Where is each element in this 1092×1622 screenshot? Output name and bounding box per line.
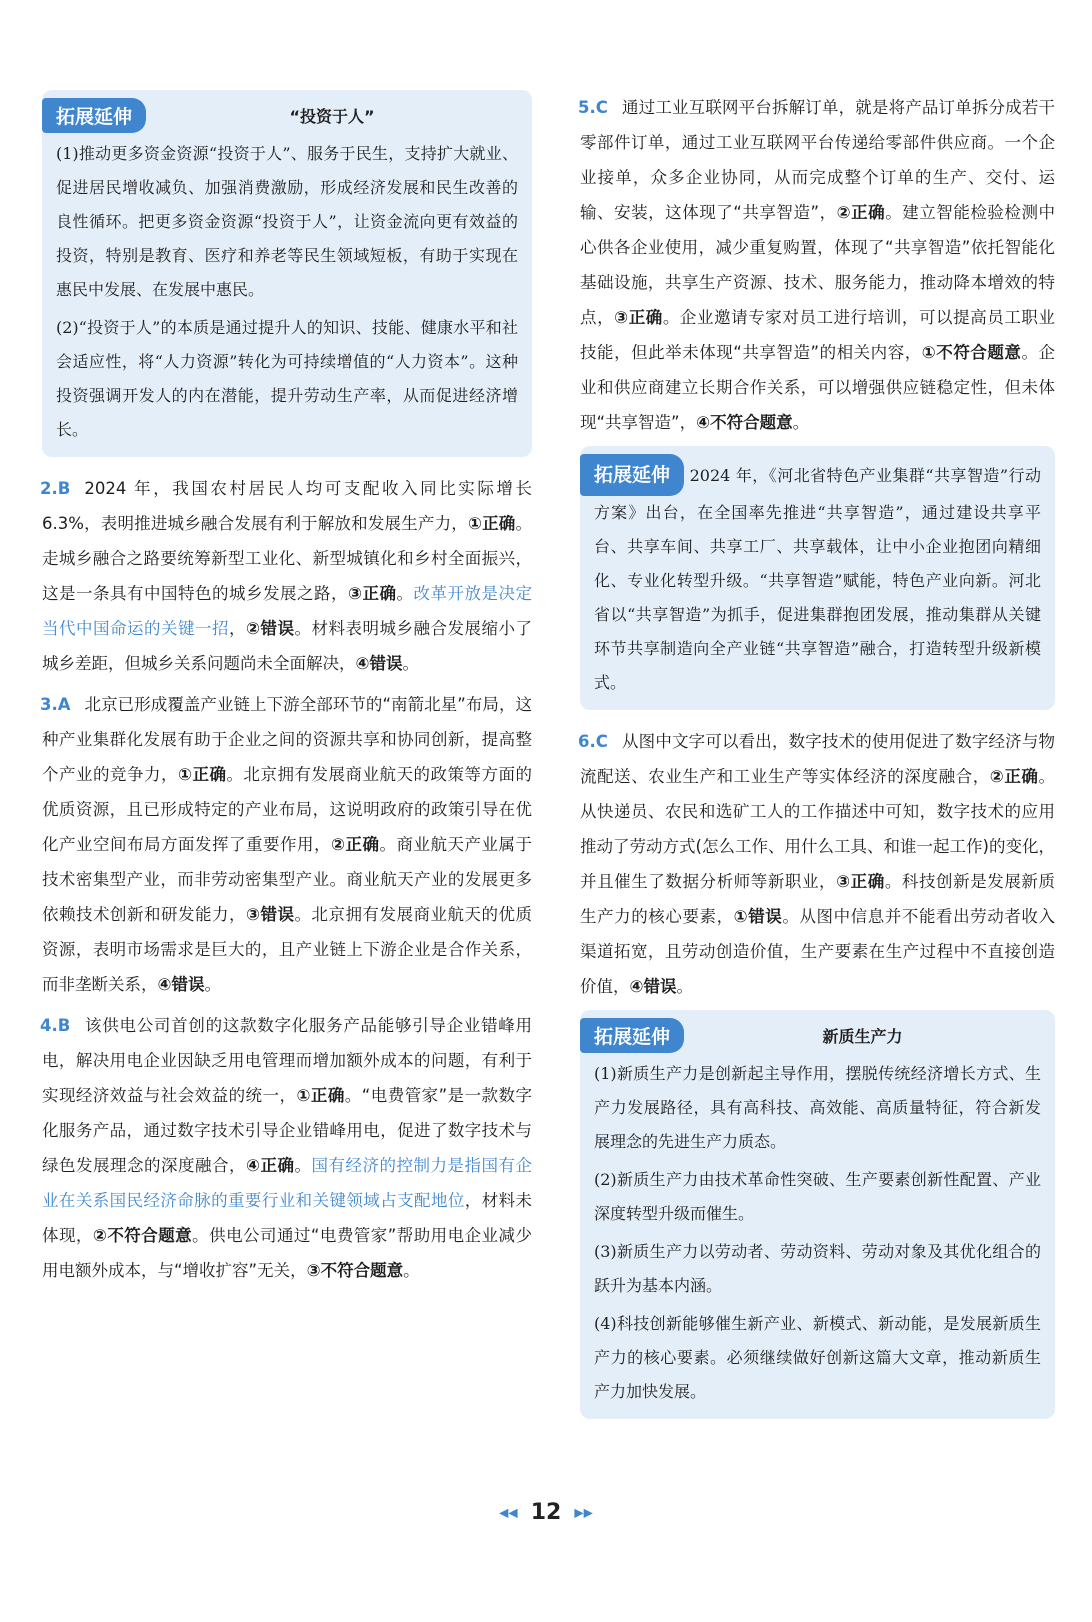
verdict: ④错误 [629, 977, 677, 996]
box-paragraph: (2)新质生产力由技术革命性突破、生产要素创新性配置、产业深度转型升级而催生。 [594, 1170, 1041, 1223]
extension-tag: 拓展延伸 [42, 98, 146, 133]
right-column [580, 90, 1055, 1433]
extension-tag: 拓展延伸 [580, 454, 684, 496]
extension-box-new-quality-productivity [580, 1010, 1055, 1419]
box-paragraph: (3)新质生产力以劳动者、劳动资料、劳动对象及其优化组合的跃升为基本内涵。 [594, 1242, 1041, 1295]
box-paragraph: (4)科技创新能够催生新产业、新模式、新动能，是发展新质生产力的核心要素。必须继续做好创新这篇大文章，推动新质生产力加快发展。 [594, 1314, 1041, 1401]
box-paragraph: 2024 年，《河北省特色产业集群“共享智造”行动方案》出台，在全国率先推进“共享智造”，通过建设共享平台、共享车间、共享工厂、共享载体，让中小企业抱团向精细化、专业化转型升级。“共享智造”赋能，特色产业向新。河北省以“共享智造”为抓手，促进集群抱团发展，推动集群从关键环节共享制造向全产业链“共享智造”融合，打造转型升级新模式。 [594, 466, 1041, 692]
question-number: 4.B [40, 1016, 71, 1035]
highlight-text: 改革开放是决定当代中国命运的关键一招 [42, 584, 533, 638]
next-page-icon[interactable]: ▶▶ [574, 1505, 593, 1520]
extension-box-shared-manufacturing [580, 446, 1055, 710]
question-number: 2.B [40, 479, 71, 498]
verdict: ②不符合题意 [92, 1226, 193, 1245]
verdict: ①不符合题意 [921, 343, 1022, 362]
left-column [42, 90, 532, 1294]
box-paragraph: (2)“投资于人”的本质是通过提升人的知识、技能、健康水平和社会适应性，将“人力资源”转化为可持续增值的“人力资本”。这种投资强调开发人的内在潜能，提升劳动生产率，从而促进经济增长。 [56, 318, 518, 439]
extension-tag: 拓展延伸 [580, 1018, 684, 1053]
previous-page-icon[interactable]: ◀◀ [499, 1505, 518, 1520]
box-header [56, 98, 518, 133]
extension-box-investing-in-people [42, 90, 532, 457]
question-number: 3.A [40, 695, 71, 714]
verdict: ③正确 [614, 308, 663, 327]
answer-4: 4.B 该供电公司首创的这款数字化服务产品能够引导企业错峰用电，解决用电企业因缺乏用电管理而增加额外成本的问题，有利于实现经济效益与社会效益的统一，①正确。“电费管家”是一款数字化服务产品，通过数字技术引导企业错峰用电，促进了数字技术与绿色发展理念的深度融合，④正确。国有经济的控制力是指国有企业在关系国民经济命脉的重要行业和关键领域占支配地位，材料未体现，②不符合题意。供电公司通过“电费管家”帮助用电企业减少用电额外成本，与“增收扩容”无关，③不符合题意。 [40, 1016, 533, 1280]
highlight-text: 国有经济的控制力是指国有企业在关系国民经济命脉的重要行业和关键领域占支配地位 [42, 1156, 533, 1210]
verdict: ①正确 [296, 1086, 345, 1105]
verdict: ③正确 [836, 872, 885, 891]
verdict: ②正确 [836, 203, 886, 222]
verdict: ③正确 [348, 584, 397, 603]
question-number: 6.C [578, 732, 608, 751]
verdict: ④不符合题意 [696, 413, 793, 432]
answer-2: 2.B 2024 年，我国农村居民人均可支配收入同比实际增长6.3%，表明推进城乡融合发展有利于解放和发展生产力，①正确。走城乡融合之路要统筹新型工业化、新型城镇化和乡村全面振兴，这是一条具有中国特色的城乡发展之路，③正确。改革开放是决定当代中国命运的关键一招，②错误。材料表明城乡融合发展缩小了城乡差距，但城乡关系问题尚未全面解决，④错误。 [40, 479, 533, 673]
answer-3: 3.A 北京已形成覆盖产业链上下游全部环节的“南箭北星”布局，这种产业集群化发展有助于企业之间的资源共享和协同创新，提高整个产业的竞争力，①正确。北京拥有发展商业航天的政策等方面的优质资源，且已形成特定的产业布局，这说明政府的政策引导在优化产业空间布局方面发挥了重要作用，②正确。商业航天产业属于技术密集型产业，而非劳动密集型产业。商业航天产业的发展更多依赖技术创新和研发能力，③错误。北京拥有发展商业航天的优质资源，表明市场需求是巨大的，且产业链上下游企业是合作关系，而非垄断关系，④错误。 [40, 695, 533, 994]
verdict: ③错误 [246, 905, 295, 924]
box-paragraph: (1)推动更多资金资源“投资于人”、服务于民生，支持扩大就业、促进居民增收减负、加强消费激励，形成经济发展和民生改善的良性循环。把更多资金资源“投资于人”，让资金流向更有效益的投资，特别是教育、医疗和养老等民生领域短板，有助于实现在惠民中发展、在发展中惠民。 [56, 144, 518, 299]
verdict: ③不符合题意 [306, 1261, 404, 1280]
verdict: ①错误 [733, 907, 783, 926]
answer-5: 5.C 通过工业互联网平台拆解订单，就是将产品订单拆分成若干零部件订单，通过工业互联网平台传递给零部件供应商。一个企业接单，众多企业协同，从而完成整个订单的生产、交付、运输、安装，这体现了“共享智造”，②正确。建立智能检验检测中心供各企业使用，减少重复购置，体现了“共享智造”依托智能化基础设施，共享生产资源、技术、服务能力，推动降本增效的特点，③正确。企业邀请专家对员工进行培训，可以提高员工职业技能，但此举未体现“共享智造”的相关内容，①不符合题意。企业和供应商建立长期合作关系，可以增强供应链稳定性，但未体现“共享智造”，④不符合题意。 [578, 98, 1056, 432]
box-header [594, 1018, 1041, 1053]
verdict: ②错误 [246, 619, 295, 638]
page-number: 12 [530, 1500, 562, 1525]
verdict: ④错误 [355, 654, 403, 673]
verdict: ④正确 [246, 1156, 295, 1175]
verdict: ②正确 [989, 767, 1039, 786]
question-number: 5.C [578, 98, 608, 117]
page-footer [0, 1500, 1092, 1525]
box-title: 新质生产力 [822, 1027, 903, 1046]
verdict: ①正确 [467, 514, 516, 533]
verdict: ④错误 [157, 975, 205, 994]
answer-6: 6.C 从图中文字可以看出，数字技术的使用促进了数字经济与物流配送、农业生产和工业生产等实体经济的深度融合，②正确。从快递员、农民和选矿工人的工作描述中可知，数字技术的应用推动了劳动方式(怎么工作、用什么工具、和谁一起工作)的变化，并且催生了数据分析师等新职业，③正确。科技创新是发展新质生产力的核心要素，①错误。从图中信息并不能看出劳动者收入渠道拓宽，且劳动创造价值，生产要素在生产过程中不直接创造价值，④错误。 [578, 732, 1056, 996]
box-title: “投资于人” [289, 107, 375, 126]
box-paragraph: (1)新质生产力是创新起主导作用，摆脱传统经济增长方式、生产力发展路径，具有高科技、高效能、高质量特征，符合新发展理念的先进生产力质态。 [594, 1064, 1041, 1151]
verdict: ②正确 [331, 835, 380, 854]
verdict: ①正确 [178, 765, 227, 784]
